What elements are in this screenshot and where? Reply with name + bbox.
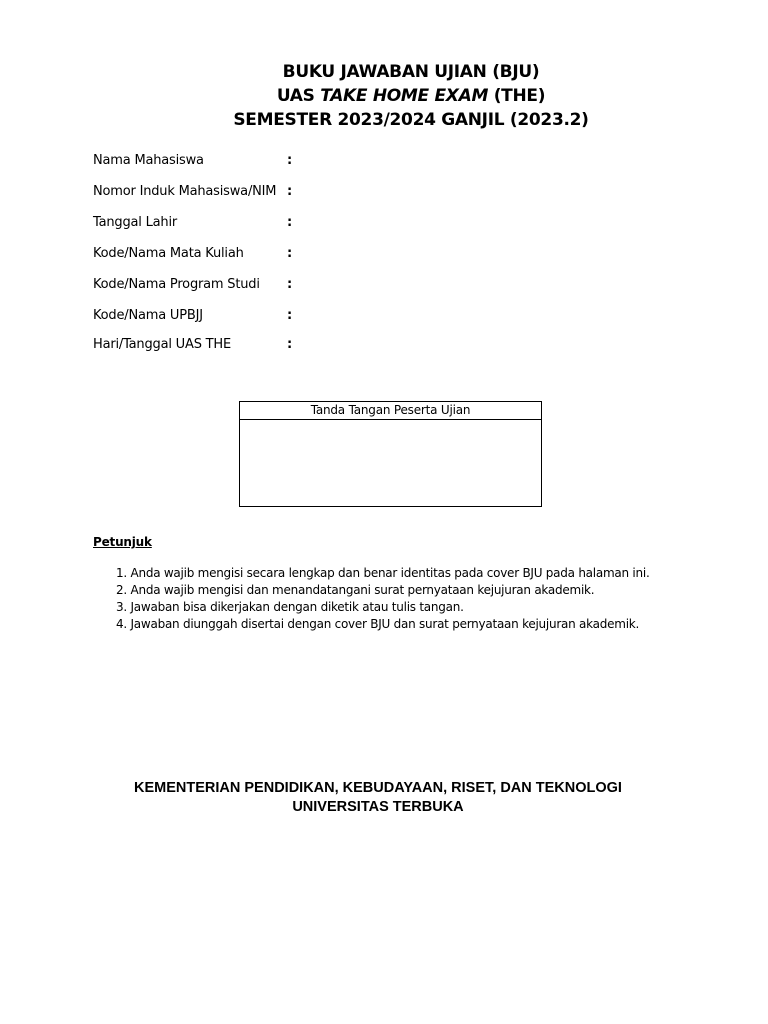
identity-form [93,150,593,365]
field-colon: : [287,184,293,199]
title-line-3: SEMESTER 2023/2024 GANJIL (2023.2) [233,110,589,130]
instruction-item: 4. Jawaban diunggah disertai dengan cover BJU dan surat pernyataan kejujuran akademik. [116,617,640,631]
title-line-2-suffix: (THE) [488,86,546,106]
field-label: Kode/Nama Mata Kuliah [93,246,244,261]
field-colon: : [287,308,293,323]
field-hari-tanggal-uas[interactable] [93,334,593,365]
field-mata-kuliah[interactable] [93,243,593,274]
instruction-item: 1. Anda wajib mengisi secara lengkap dan benar identitas pada cover BJU pada halaman ini. [116,566,650,580]
instruction-list [116,565,716,633]
signature-area[interactable] [240,420,541,506]
field-label: Nomor Induk Mahasiswa/NIM [93,184,277,199]
field-nama-mahasiswa[interactable] [93,150,593,181]
instruction-item: 3. Jawaban bisa dikerjakan dengan diketik atau tulis tangan. [116,600,464,614]
field-label: Tanggal Lahir [93,215,178,230]
signature-box [239,401,542,507]
petunjuk-heading: Petunjuk [93,535,152,549]
field-colon: : [287,215,293,230]
field-label: Nama Mahasiswa [93,153,204,168]
field-colon: : [287,277,293,292]
field-upbjj[interactable] [93,305,593,334]
field-colon: : [287,246,293,261]
field-colon: : [287,337,293,352]
field-colon: : [287,153,293,168]
field-tanggal-lahir[interactable] [93,212,593,243]
document-title [0,60,768,132]
field-label: Kode/Nama Program Studi [93,277,260,292]
footer-institution [0,779,756,817]
field-label: Hari/Tanggal UAS THE [93,337,232,352]
title-line-2-italic: TAKE HOME EXAM [320,86,489,106]
footer-university: UNIVERSITAS TERBUKA [292,799,464,815]
signature-label: Tanda Tangan Peserta Ujian [240,402,541,420]
title-line-2 [0,84,768,108]
footer-ministry: KEMENTERIAN PENDIDIKAN, KEBUDAYAAN, RISET, DAN TEKNOLOGI [134,780,622,796]
field-nim[interactable] [93,181,593,212]
instruction-item: 2. Anda wajib mengisi dan menandatangani surat pernyataan kejujuran akademik. [116,583,595,597]
title-line-1: BUKU JAWABAN UJIAN (BJU) [282,62,540,82]
field-label: Kode/Nama UPBJJ [93,308,203,323]
field-program-studi[interactable] [93,274,593,305]
title-line-2-prefix: UAS [276,86,321,106]
